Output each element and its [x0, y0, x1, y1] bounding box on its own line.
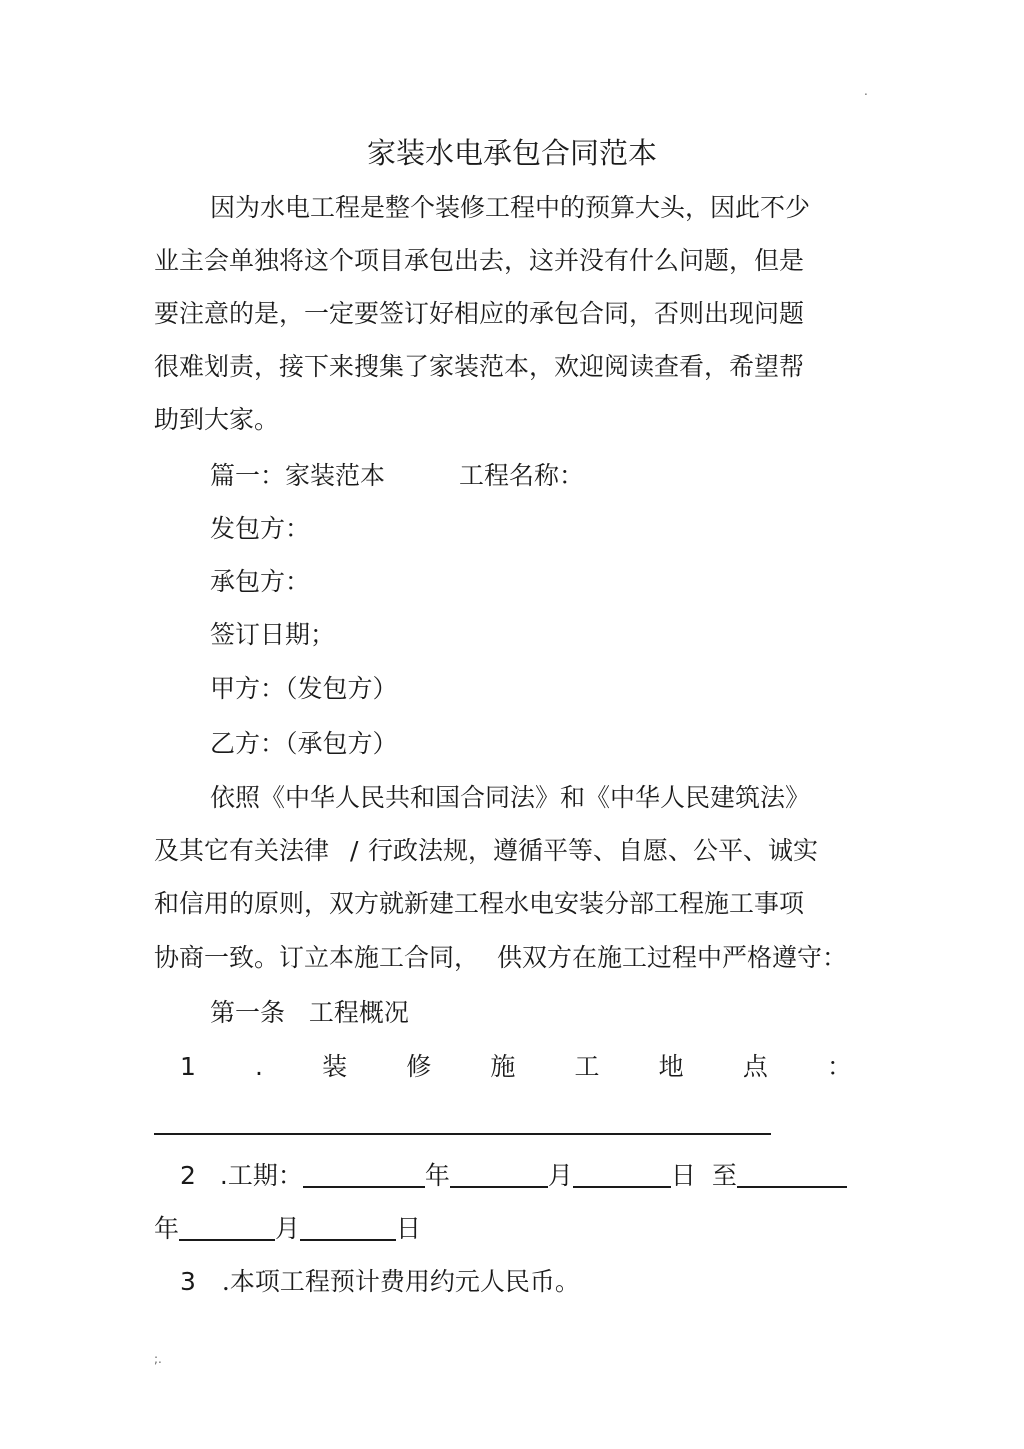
item-1-location-label	[180, 1052, 852, 1082]
basis-line-1: 依照《中华人民共和国合同法》和《中华人民建筑法》	[210, 783, 811, 812]
project-name-label: 工程名称：	[459, 461, 585, 490]
end-year-blank	[737, 1160, 847, 1188]
year-label: 年	[424, 1161, 450, 1190]
basis-line-2b: 行政法规，遵循平等、自愿、公平、诚实	[368, 836, 819, 865]
intro-line-5: 助到大家。	[154, 405, 280, 434]
item-2-end-date	[154, 1213, 421, 1244]
year-label: 年	[154, 1214, 180, 1243]
day-label: 日	[396, 1214, 422, 1243]
location-blank-line	[154, 1133, 771, 1135]
document-title: 家装水电承包合同范本	[366, 136, 657, 170]
section-label: 篇一：家装范本	[210, 461, 386, 490]
item-2-number: 2	[180, 1161, 196, 1190]
item-1-char: 地	[658, 1052, 684, 1081]
party-b-label: 乙方：（承包方）	[210, 729, 398, 758]
basis-line-4b: 供双方在施工过程中严格遵守：	[497, 943, 848, 972]
item-3-number: 3	[180, 1267, 196, 1296]
basis-line-2a: 及其它有关法律	[154, 836, 330, 865]
item-2-label: 工期：	[227, 1161, 303, 1190]
contractor-label: 承包方：	[210, 567, 311, 596]
item-1-char: 点	[742, 1052, 768, 1081]
item-1-char: 1	[180, 1052, 196, 1081]
start-day-blank	[573, 1160, 671, 1188]
start-year-blank	[303, 1160, 425, 1188]
article-1-heading: 第一条 工程概况	[210, 998, 409, 1027]
item-1-char: .	[255, 1052, 263, 1081]
day-label: 日	[670, 1161, 696, 1190]
intro-line-2: 业主会单独将这个项目承包出去，这并没有什么问题，但是	[154, 246, 805, 275]
page-mark-bottom: ;.	[154, 1352, 162, 1366]
sign-date-label: 签订日期；	[210, 620, 336, 649]
item-1-char: ：	[826, 1052, 852, 1081]
basis-line-3: 和信用的原则，双方就新建工程水电安装分部工程施工事项	[154, 889, 805, 918]
basis-line-2-slash: /	[350, 836, 359, 865]
item-1-char: 修	[406, 1052, 432, 1081]
to-label: 至	[711, 1161, 737, 1190]
item-1-char: 装	[322, 1052, 348, 1081]
party-a-label: 甲方：（发包方）	[210, 674, 398, 703]
item-3-text: .本项工程预计费用约元人民币。	[221, 1267, 580, 1296]
end-day-blank	[300, 1213, 396, 1241]
item-3-cost	[180, 1267, 580, 1297]
month-label: 月	[275, 1214, 301, 1243]
start-month-blank	[450, 1160, 548, 1188]
basis-line-4a: 协商一致。订立本施工合同，	[154, 943, 480, 972]
intro-line-1: 因为水电工程是整个装修工程中的预算大头，因此不少	[210, 193, 811, 222]
end-month-blank	[179, 1213, 275, 1241]
item-1-char: 施	[490, 1052, 516, 1081]
item-1-char: 工	[574, 1052, 600, 1081]
intro-line-4: 很难划责，接下来搜集了家装范本，欢迎阅读查看，希望帮	[154, 352, 805, 381]
issuer-label: 发包方：	[210, 514, 311, 543]
item-2-duration	[180, 1160, 847, 1191]
page-mark-top: .	[864, 84, 868, 98]
intro-line-3: 要注意的是，一定要签订好相应的承包合同，否则出现问题	[154, 299, 805, 328]
month-label: 月	[547, 1161, 573, 1190]
item-2-dot: .	[219, 1161, 228, 1190]
